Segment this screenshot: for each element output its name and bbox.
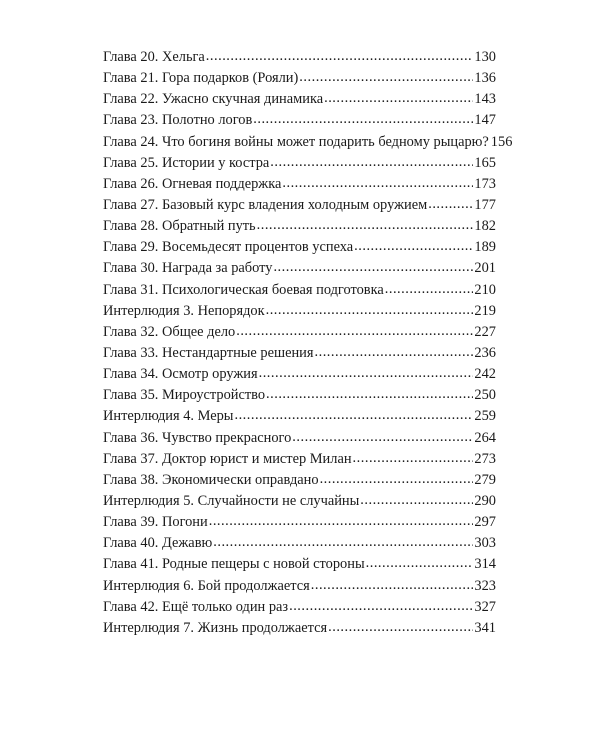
- toc-entry: [103, 449, 496, 470]
- toc-entry: [103, 470, 496, 491]
- toc-entry-title: Глава 25. Истории у костра: [103, 154, 270, 171]
- toc-entry-page-number: 210: [474, 281, 496, 298]
- dot-leader: [299, 67, 473, 88]
- dot-leader: [253, 109, 473, 130]
- toc-entry-page-number: 303: [474, 535, 496, 552]
- toc-entry-page-number: 130: [474, 49, 496, 65]
- toc-entry-page-number: 165: [474, 154, 496, 171]
- dot-leader: [273, 257, 473, 278]
- toc-entry: [103, 364, 496, 385]
- toc-entry-title: Глава 27. Базовый курс владения холодным оружием: [103, 196, 428, 213]
- toc-entry-page-number: 136: [474, 70, 496, 87]
- toc-entry-page-number: 147: [474, 112, 496, 129]
- toc-entry: [103, 153, 496, 174]
- toc-entry-title: Глава 26. Огневая поддержка: [103, 175, 282, 192]
- toc-entry-title: Глава 23. Полотно логов: [103, 112, 253, 129]
- toc-entry: [103, 491, 496, 512]
- toc-entry-page-number: 189: [474, 239, 496, 256]
- dot-leader: [234, 405, 473, 426]
- toc-entry-title: Интерлюдия 5. Случайности не случайны: [103, 492, 360, 509]
- toc-entry-page-number: 182: [474, 218, 496, 235]
- toc-entry-title: Глава 39. Погони: [103, 514, 208, 531]
- dot-leader: [315, 342, 474, 363]
- toc-entry: [103, 597, 496, 618]
- toc-entry: [103, 47, 496, 68]
- dot-leader: [354, 236, 473, 257]
- toc-entry-page-number: 242: [474, 366, 496, 383]
- toc-entry: [103, 237, 496, 258]
- toc-entry-title: Глава 34. Осмотр оружия: [103, 366, 258, 383]
- toc-entry-page-number: 177: [474, 196, 496, 213]
- toc-entry: [103, 618, 496, 639]
- toc-entry-page-number: 290: [474, 492, 496, 509]
- dot-leader: [311, 575, 474, 596]
- dot-leader: [259, 363, 474, 384]
- toc-entry-title: Глава 36. Чувство прекрасного: [103, 429, 292, 446]
- toc-entry-title: Глава 29. Восемьдесят процентов успеха: [103, 239, 354, 256]
- toc-entry-page-number: 264: [474, 429, 496, 446]
- toc-entry: [103, 428, 496, 449]
- toc-entry-title: Глава 32. Общее дело: [103, 323, 236, 340]
- toc-entry-page-number: 156: [490, 133, 513, 150]
- dot-leader: [282, 173, 473, 194]
- toc-entry-title: Глава 42. Ещё только один раз: [103, 598, 289, 615]
- toc-entry-page-number: 341: [474, 619, 496, 636]
- toc-entry-title: Глава 21. Гора подарков (Рояли): [103, 70, 299, 87]
- toc-entry: [103, 406, 496, 427]
- toc-entry: [103, 343, 496, 364]
- toc-entry-title: Глава 35. Мироустройство: [103, 387, 266, 404]
- dot-leader: [206, 46, 474, 67]
- dot-leader: [292, 427, 473, 448]
- toc-entry: [103, 322, 496, 343]
- dot-leader: [428, 194, 473, 215]
- toc-entry-page-number: 297: [474, 514, 496, 531]
- toc-entry-page-number: 314: [474, 556, 496, 573]
- toc-entry-page-number: 250: [474, 387, 496, 404]
- toc-entry-page-number: 219: [474, 302, 496, 319]
- toc-entry: [103, 385, 496, 406]
- toc-entry-page-number: 327: [474, 598, 496, 615]
- dot-leader: [366, 553, 474, 574]
- dot-leader: [209, 511, 474, 532]
- dot-leader: [353, 448, 474, 469]
- toc-entry: [103, 174, 496, 195]
- toc-entry-page-number: 279: [474, 471, 496, 488]
- toc-entry-title: Глава 24. Что богиня войны может подарить бедному рыцарю?: [103, 133, 489, 150]
- dot-leader: [320, 469, 474, 490]
- dot-leader: [328, 617, 473, 638]
- dot-leader: [213, 532, 473, 553]
- toc-entry-page-number: 173: [474, 175, 496, 192]
- toc-entry: [103, 216, 496, 237]
- toc-entry: [103, 533, 496, 554]
- dot-leader: [270, 152, 473, 173]
- dot-leader: [236, 321, 473, 342]
- toc-entry-title: Глава 28. Обратный путь: [103, 218, 256, 235]
- toc-entry: [103, 195, 496, 216]
- toc-entry-title: Глава 38. Экономически оправдано: [103, 471, 319, 488]
- dot-leader: [257, 215, 474, 236]
- toc-entry-title: Глава 30. Награда за работу: [103, 260, 273, 277]
- dot-leader: [266, 384, 473, 405]
- toc-entry: [103, 132, 513, 153]
- toc-entry-title: Интерлюдия 7. Жизнь продолжается: [103, 619, 328, 636]
- toc-entry-page-number: 273: [474, 450, 496, 467]
- toc-entry: [103, 89, 496, 110]
- toc-entry-title: Интерлюдия 4. Меры: [103, 408, 234, 425]
- toc-entry: [103, 301, 496, 322]
- toc-entry: [103, 280, 496, 301]
- dot-leader: [289, 596, 473, 617]
- toc-entry: [103, 110, 496, 131]
- toc-entry-title: Интерлюдия 3. Непорядок: [103, 302, 265, 319]
- toc-entry-title: Глава 31. Психологическая боевая подготовка: [103, 281, 384, 298]
- toc-entry-page-number: 236: [474, 344, 496, 361]
- toc-entry-page-number: 227: [474, 323, 496, 340]
- toc-entry-title: Глава 33. Нестандартные решения: [103, 344, 314, 361]
- toc-entry-title: Глава 20. Хельга: [103, 49, 205, 65]
- toc-entry-page-number: 201: [474, 260, 496, 277]
- toc-entry: [103, 576, 496, 597]
- toc-entry-title: Глава 40. Дежавю: [103, 535, 213, 552]
- dot-leader: [266, 300, 474, 321]
- toc-entry: [103, 554, 496, 575]
- toc-entry: [103, 512, 496, 533]
- toc-entry-page-number: 323: [474, 577, 496, 594]
- toc-entry: [103, 258, 496, 279]
- toc-entry-page-number: 259: [474, 408, 496, 425]
- toc-entry: [103, 68, 496, 89]
- toc-entry-title: Интерлюдия 6. Бой продолжается: [103, 577, 310, 594]
- toc-entry-title: Глава 37. Доктор юрист и мистер Милан: [103, 450, 352, 467]
- toc-entry-title: Глава 22. Ужасно скучная динамика: [103, 91, 324, 108]
- dot-leader: [385, 279, 474, 300]
- toc-entry-page-number: 143: [474, 91, 496, 108]
- table-of-contents: [103, 47, 513, 639]
- dot-leader: [360, 490, 473, 511]
- toc-entry-title: Глава 41. Родные пещеры с новой стороны: [103, 556, 365, 573]
- dot-leader: [324, 88, 473, 109]
